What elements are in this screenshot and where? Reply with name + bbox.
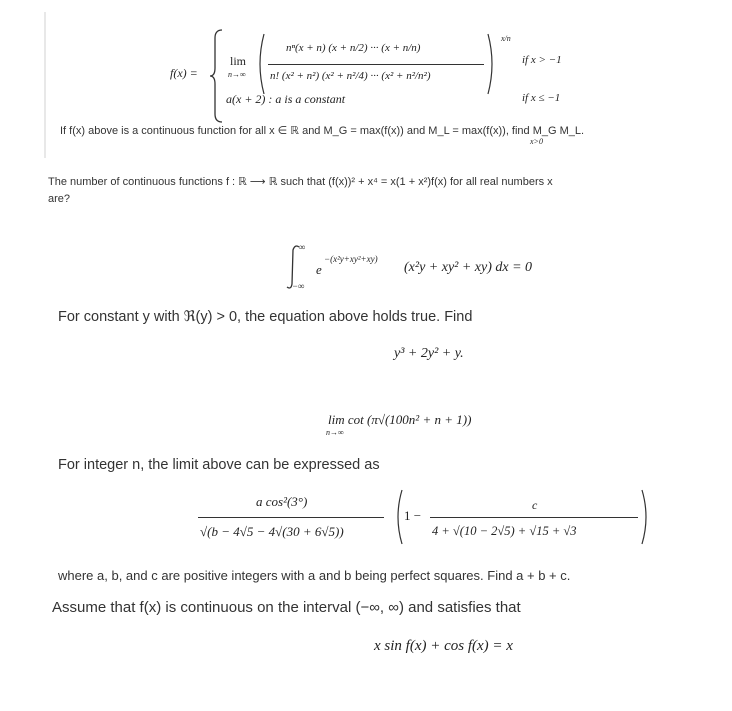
exponent: −(x²y+xy²+xy) — [324, 254, 378, 264]
outer-exponent: x/n — [501, 34, 511, 43]
one-minus: 1 − — [404, 508, 422, 523]
problem4-conditions: where a, b, and c are positive integers with a and b being perfect squares. Find a + b + c. — [58, 568, 571, 583]
inner-denominator: 4 + √(10 − 2√5) + √15 + √3 — [432, 524, 577, 538]
problem5-statement: Assume that f(x) is continuous on the interval (−∞, ∞) and satisfies that — [52, 599, 521, 616]
case2-condition: if x ≤ −1 — [522, 92, 561, 104]
e-base: e — [316, 262, 322, 277]
problem3-target: y³ + 2y² + y. — [394, 346, 464, 361]
right-paren — [486, 32, 498, 96]
fraction-bar — [268, 64, 484, 65]
problem3-statement: For constant y with ℜ(y) > 0, the equation above holds true. Find — [58, 309, 473, 325]
problem4-statement: For integer n, the limit above can be expressed as — [58, 457, 380, 473]
main-numerator: a cos²(3°) — [256, 494, 308, 509]
integral-upper-bound: ∞ — [299, 242, 306, 252]
left-paren — [254, 32, 266, 96]
case2-expression: a(x + 2) : a is a constant — [226, 92, 346, 106]
lim-label: lim — [230, 54, 247, 68]
problem5-equation: x sin f(x) + cos f(x) = x — [374, 638, 513, 654]
problem1-question: If f(x) above is a continuous function for all x ∈ ℝ and M_G = max(f(x)) and M_L = max(f(x)), find M_G M_L. — [60, 125, 585, 137]
inner-fraction-bar — [430, 517, 638, 518]
main-denominator: √(b − 4√5 − 4√(30 + 6√5)) — [200, 524, 344, 539]
lim-subscript: n→∞ — [228, 70, 246, 79]
fraction-denominator: n! (x² + n²) (x² + n²/4) ··· (x² + n²/n²) — [270, 70, 431, 82]
fraction-numerator: nⁿ(x + n) (x + n/2) ··· (x + n/n) — [286, 42, 421, 54]
piecewise-brace — [208, 28, 224, 124]
limit-expression: lim cot (π√(100n² + n + 1)) — [328, 412, 472, 427]
integral-lower-bound: −∞ — [292, 281, 305, 291]
case1-condition: if x > −1 — [522, 54, 562, 66]
piecewise-lhs: f(x) = — [170, 66, 198, 80]
inner-numerator: c — [532, 498, 538, 512]
max-subscript: x>0 — [530, 137, 543, 146]
problem2-question-line2: are? — [48, 193, 71, 205]
main-fraction-bar — [198, 517, 384, 518]
problem-1 — [44, 12, 686, 158]
limit-subscript: n→∞ — [326, 428, 344, 437]
problem2-question-line1: The number of continuous functions f : ℝ ⟶ ℝ such that (f(x))² + x⁴ = x(1 + x²)f(x) for all real numbers x — [48, 176, 553, 188]
factor-left-paren — [392, 488, 404, 546]
factor-right-paren — [640, 488, 652, 546]
integrand: (x²y + xy² + xy) dx = 0 — [404, 260, 533, 275]
